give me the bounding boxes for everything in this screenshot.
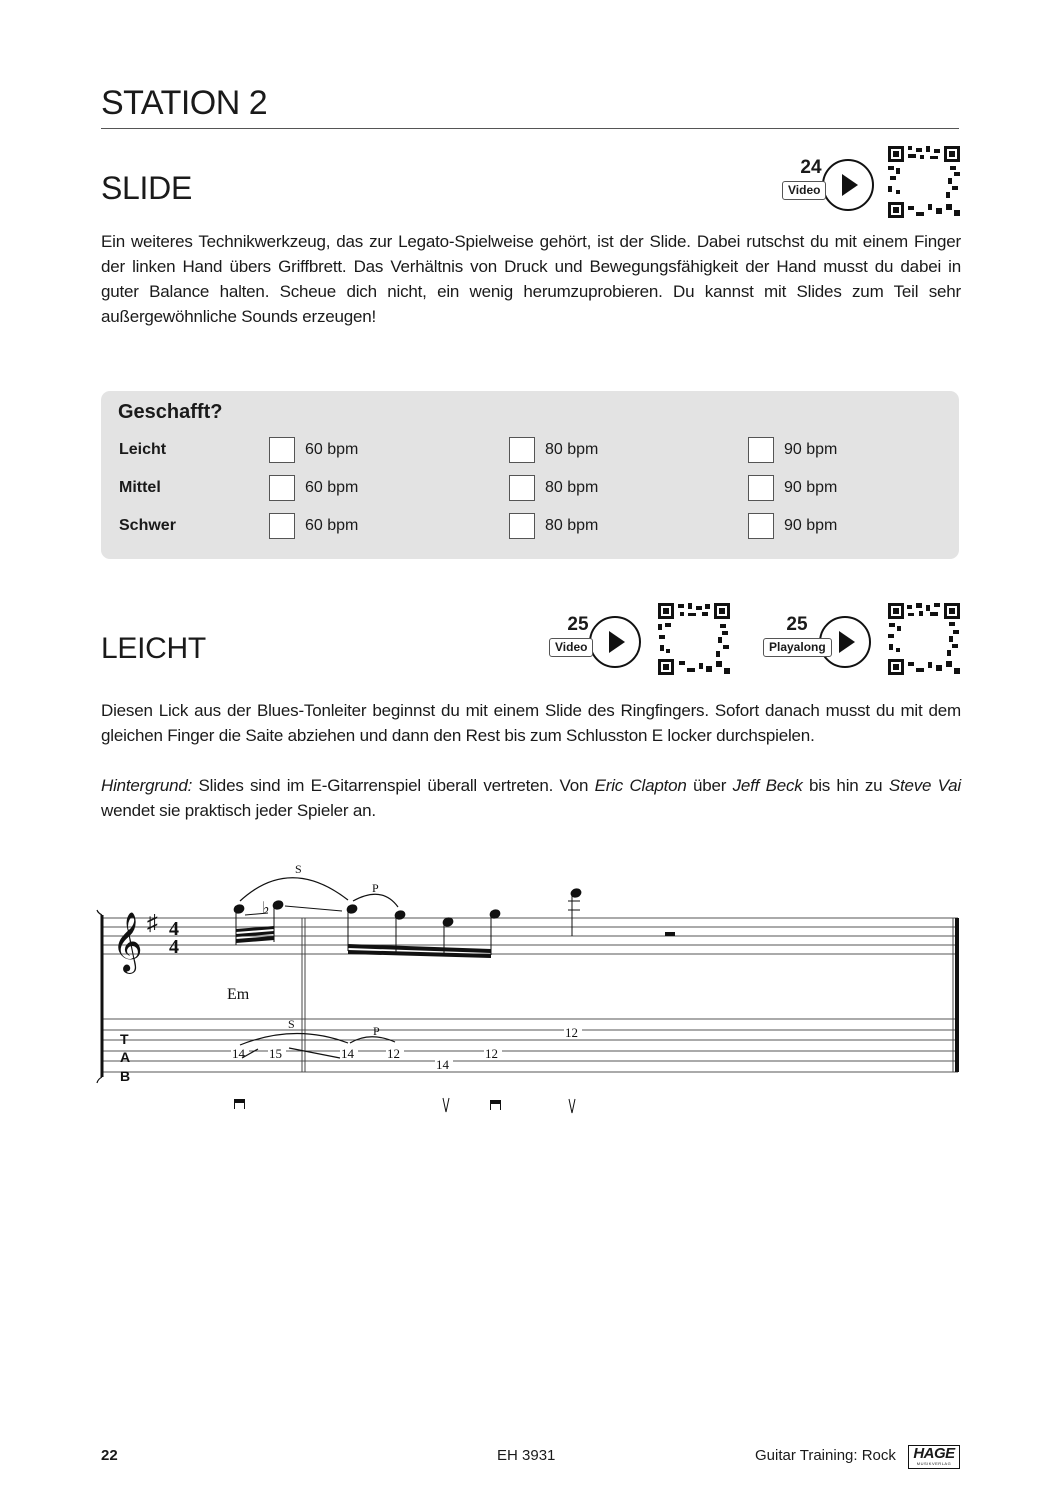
leicht-description bbox=[101, 698, 961, 823]
tab-fret: 12 bbox=[387, 1046, 400, 1061]
bpm-label: 80 bpm bbox=[545, 517, 599, 534]
artist-name: Steve Vai bbox=[888, 776, 961, 795]
media-number: 24 bbox=[800, 157, 822, 178]
play-icon bbox=[842, 174, 858, 196]
catalog-number: EH 3931 bbox=[497, 1447, 556, 1464]
checkbox[interactable] bbox=[509, 437, 535, 463]
half-rest-icon bbox=[665, 932, 675, 936]
media-label: Playalong bbox=[763, 638, 832, 657]
media-number: 25 bbox=[786, 614, 808, 635]
time-sig-top: 4 bbox=[169, 918, 179, 940]
slide-mark: S bbox=[295, 862, 302, 876]
checkbox[interactable] bbox=[269, 513, 295, 539]
downstroke-icon bbox=[490, 1100, 501, 1104]
tab-fret: 12 bbox=[485, 1046, 498, 1061]
bpm-label: 80 bpm bbox=[545, 479, 599, 496]
tab-fret: 12 bbox=[565, 1025, 578, 1040]
section-heading-slide: SLIDE bbox=[101, 170, 192, 206]
checkbox[interactable] bbox=[509, 513, 535, 539]
bpm-label: 80 bpm bbox=[545, 441, 599, 458]
bpm-label: 60 bpm bbox=[305, 441, 359, 458]
leicht-paragraph: Diesen Lick aus der Blues-Tonleiter beginnst du mit einem Slide des Ringfingers. Sofort danach musst du mit dem gleichen Finger die Saite abziehen und dann den Rest bis zum Schlusston E locker durchspielen. bbox=[101, 701, 961, 745]
level-label: Schwer bbox=[119, 517, 176, 534]
checkbox[interactable] bbox=[269, 437, 295, 463]
music-score bbox=[90, 855, 970, 1120]
bpm-label: 90 bpm bbox=[784, 441, 838, 458]
progress-checklist bbox=[101, 391, 959, 559]
checkbox[interactable] bbox=[509, 475, 535, 501]
text: Slides sind im E-Gitarrenspiel überall vertreten. Von bbox=[192, 776, 595, 795]
play-icon bbox=[609, 631, 625, 653]
checkbox[interactable] bbox=[748, 513, 774, 539]
qr-code-icon[interactable] bbox=[888, 603, 960, 675]
tab-fret: 14 bbox=[436, 1057, 449, 1072]
upstroke-icon bbox=[443, 1098, 449, 1112]
downstroke-icon bbox=[234, 1099, 245, 1103]
pulloff-mark-tab: P bbox=[373, 1024, 380, 1038]
tab-fret: 14 bbox=[232, 1046, 245, 1061]
checklist-title: Geschafft? bbox=[118, 401, 223, 423]
artist-name: Eric Clapton bbox=[594, 776, 687, 795]
text: über bbox=[686, 776, 733, 795]
artist-name: Jeff Beck bbox=[732, 776, 803, 795]
checklist-row-mittel bbox=[101, 475, 959, 505]
upstroke-icon bbox=[569, 1099, 575, 1113]
logo-word: HAGE bbox=[913, 1445, 955, 1462]
chord-symbol: Em bbox=[227, 986, 250, 1003]
tab-letter: A bbox=[120, 1049, 131, 1065]
slide-description bbox=[101, 229, 961, 329]
checkbox[interactable] bbox=[748, 475, 774, 501]
page-number: 22 bbox=[101, 1447, 118, 1464]
tab-fret: 14 bbox=[341, 1046, 354, 1061]
qr-code-icon[interactable] bbox=[888, 146, 960, 218]
slide-paragraph: Ein weiteres Technikwerkzeug, das zur Legato-Spielweise gehört, ist der Slide. Dabei rutschst du mit einem Finger der linken Hand übers Griffbrett. Das Verhältnis von Druck und Bewegungsfähigkeit der Hand musst du dabei in guter Balance halten. Scheue dich nicht, ein wenig herumzuprobieren. Du kannst mit Slides zum Teil sehr außergewöhnliche Sounds erzeugen! bbox=[101, 232, 961, 326]
pulloff-mark: P bbox=[372, 881, 379, 895]
background-paragraph bbox=[101, 773, 961, 823]
time-sig-bottom: 4 bbox=[169, 936, 179, 958]
sharp-icon: ♯ bbox=[147, 910, 158, 935]
level-label: Mittel bbox=[119, 479, 161, 496]
checklist-row-leicht bbox=[101, 437, 959, 467]
text: bis hin zu bbox=[802, 776, 889, 795]
video-link-24[interactable] bbox=[782, 157, 877, 217]
header-divider bbox=[101, 128, 959, 129]
treble-clef-icon: 𝄞 bbox=[112, 914, 143, 971]
play-icon bbox=[839, 631, 855, 653]
publisher-logo bbox=[908, 1445, 960, 1469]
book-title: Guitar Training: Rock bbox=[755, 1447, 896, 1464]
checkbox[interactable] bbox=[269, 475, 295, 501]
bpm-label: 60 bpm bbox=[305, 479, 359, 496]
checkbox[interactable] bbox=[748, 437, 774, 463]
media-number: 25 bbox=[567, 614, 589, 635]
media-label: Video bbox=[782, 181, 826, 200]
text: wendet sie praktisch jeder Spieler an. bbox=[101, 801, 376, 820]
playalong-link-25[interactable] bbox=[763, 614, 873, 674]
play-button[interactable] bbox=[589, 616, 641, 668]
bpm-label: 60 bpm bbox=[305, 517, 359, 534]
slide-mark-tab: S bbox=[288, 1017, 295, 1031]
bpm-label: 90 bpm bbox=[784, 517, 838, 534]
svg-text:♭: ♭ bbox=[262, 900, 270, 917]
tab-letter: B bbox=[120, 1068, 131, 1084]
level-label: Leicht bbox=[119, 441, 167, 458]
video-link-25[interactable] bbox=[549, 614, 644, 674]
bpm-label: 90 bpm bbox=[784, 479, 838, 496]
logo-sub: MUSIKVERLAG bbox=[916, 1461, 952, 1466]
checklist-row-schwer bbox=[101, 513, 959, 543]
tab-letter: T bbox=[120, 1031, 129, 1047]
qr-code-icon[interactable] bbox=[658, 603, 730, 675]
media-label: Video bbox=[549, 638, 593, 657]
play-button[interactable] bbox=[822, 159, 874, 211]
background-label: Hintergrund: bbox=[101, 776, 193, 795]
station-title: STATION 2 bbox=[101, 84, 268, 122]
section-heading-leicht: LEICHT bbox=[101, 632, 206, 665]
tab-fret: 15 bbox=[269, 1046, 282, 1061]
